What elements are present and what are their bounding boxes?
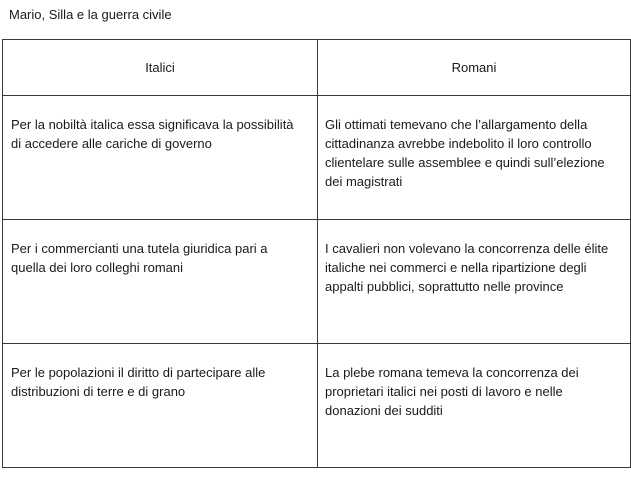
header-romani: Romani bbox=[318, 40, 631, 96]
cell-text-romani-plebe: La plebe romana temeva la concorrenza dei proprietari italici nei posti di lavoro e nelle donazioni dei sudditi bbox=[325, 365, 579, 418]
table-cell bbox=[3, 220, 318, 344]
cell-text-italici-commercianti: Per i commercianti una tutela giuridica pari a quella dei loro colleghi romani bbox=[11, 241, 268, 275]
cell-text-italici-nobilta: Per la nobiltà italica essa significava la possibilità di accedere alle cariche di governo bbox=[11, 117, 294, 151]
document-title: Mario, Silla e la guerra civile bbox=[9, 7, 172, 22]
table-row bbox=[3, 344, 631, 468]
cell-text-romani-cavalieri: I cavalieri non volevano la concorrenza delle élite italiche nei commerci e nella ripartizione degli appalti pubblici, soprattutto nelle province bbox=[325, 241, 609, 294]
table-cell bbox=[318, 96, 631, 220]
table-row bbox=[3, 220, 631, 344]
comparison-table bbox=[2, 39, 631, 468]
header-italici: Italici bbox=[3, 40, 318, 96]
table-cell bbox=[318, 220, 631, 344]
table-cell bbox=[318, 344, 631, 468]
cell-text-romani-ottimati: Gli ottimati temevano che l’allargamento della cittadinanza avrebbe indebolito il loro controllo clientelare sulle assemblee e quindi sull’elezione dei magistrati bbox=[325, 117, 605, 189]
table-header-row bbox=[3, 40, 631, 96]
cell-text-italici-popolazioni: Per le popolazioni il diritto di partecipare alle distribuzioni di terre e di grano bbox=[11, 365, 266, 399]
table-cell bbox=[3, 96, 318, 220]
table-row bbox=[3, 96, 631, 220]
table-cell bbox=[3, 344, 318, 468]
